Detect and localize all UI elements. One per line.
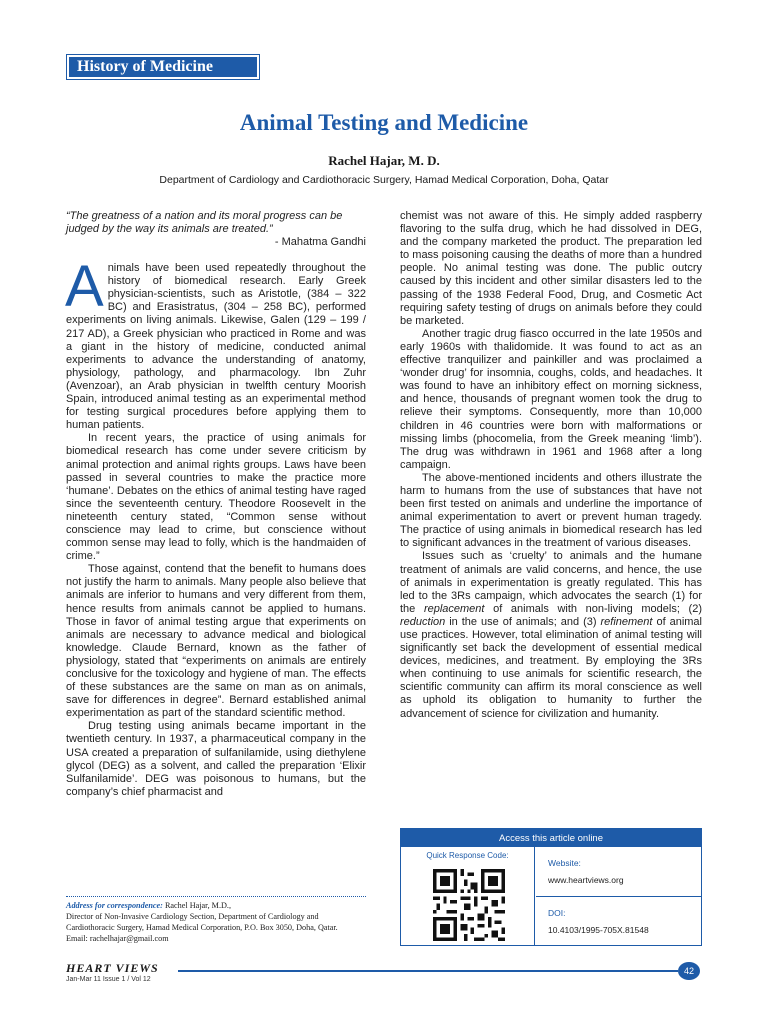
epigraph-attribution: - Mahatma Gandhi — [274, 236, 366, 248]
issue-info: Jan-Mar 11 Issue 1 / Vol 12 — [66, 976, 151, 983]
correspondence-line: Director of Non-Invasive Cardiology Section, Department of Cardiology and — [66, 912, 319, 921]
drop-cap: A — [65, 254, 104, 320]
epigraph-quote: “The greatness of a nation and its moral progress can be judged by the way its animals are treated.” — [66, 210, 343, 235]
left-column — [66, 210, 366, 799]
access-article-box — [400, 828, 702, 946]
journal-name: HEART VIEWS — [66, 961, 159, 975]
correspondence-name: Rachel Hajar, M.D., — [162, 901, 231, 910]
paragraph: chemist was not aware of this. He simply added raspberry flavoring to the sulfa drug, which he had dissolved in DEG, and the company marketed the product. The preparation led to mass poisoning causing the deaths of more than a hundred people. No animal testing was done. The public outcry caused by this incident and other similar disasters led to the passing of the 1938 Federal Food, Drug, and Cosmetic Act requiring safety testing of drugs on animals before they could be marketed. — [400, 210, 702, 327]
correspondence-line: Cardiothoracic Surgery, Hamad Medical Corporation, P.O. Box 3050, Doha, Qatar. — [66, 923, 338, 932]
paragraph: The above-mentioned incidents and others illustrate the harm to humans from the use of substances that have not been first tested on animals and underline the importance of animal experimentation to avert or prevent human tragedy. The practice of using animals in biomedical research has led to significant advances in the treatment of various diseases. — [400, 471, 702, 550]
doi-row — [536, 896, 702, 945]
doi-link[interactable]: 10.4103/1995-705X.81548 — [548, 925, 649, 935]
correspondence-email[interactable]: Email: rachelhajar@gmail.com — [66, 934, 169, 943]
right-column — [400, 210, 702, 721]
qr-code-icon[interactable] — [433, 869, 505, 941]
article-info — [536, 847, 702, 946]
website-link[interactable]: www.heartviews.org — [548, 875, 624, 885]
affiliation: Department of Cardiology and Cardiothoracic Surgery, Hamad Medical Corporation, Doha, Qatar — [159, 174, 609, 186]
paragraph: Drug testing using animals became important in the twentieth century. In 1937, a pharmaceutical company in the USA created a preparation of sulfanilamide, using diethylene glycol (DEG) as a solvent, and called the preparation ‘Elixir Sulfanilamide’. DEG was poisonous to humans, but the company’s chief pharmacist and — [66, 720, 366, 798]
section-tag — [66, 54, 260, 80]
page-number: 42 — [678, 962, 700, 980]
author-name: Rachel Hajar, M. D. — [328, 153, 440, 168]
access-box-header: Access this article online — [401, 829, 701, 847]
qr-label: Quick Response Code: — [426, 851, 509, 860]
footer-rule — [178, 970, 678, 972]
correspondence-label: Address for correspondence: — [66, 901, 163, 910]
intro-paragraph-wrap — [65, 254, 366, 432]
paragraph: Another tragic drug fiasco occurred in the late 1950s and early 1960s with thalidomide. It was found to act as an effective tranquilizer and painkiller and was proclaimed a ‘wonder drug’ for insomnia, coughs, colds, and headaches. It was found to have an inhibitory effect on morning sickness, and hence, thousands of pregnant women took the drug to relieve their symptoms. Consequently, more than 10,000 children in 46 countries were born with malformations or missing limbs (phocomelia, from the Greek meaning ‘limb’). The drug was withdrawn in 1961 and 1968 after a long campaign. — [400, 327, 702, 471]
qr-section — [401, 847, 535, 946]
paragraph-3rs: Issues such as ‘cruelty’ to animals and the humane treatment of animals are valid concerns, and hence, the use of animals in experimentation is greatly regulated. This has led to the 3Rs campaign, which advocates the search (1) for the replacement of animals with non-living models; (2) reduction in the use of animals; and (3) refinement of animal use practices. However, total elimination of animal testing will significantly set back the development of essential medical devices, medicines, and treatment. By employing the 3Rs when continuing to use animals for scientific research, the scientific community can affirm its moral conscience as well as uphold its obligation to humanity to further the advancement of science for civilization and humanity. — [400, 550, 702, 720]
paragraph: Those against, contend that the benefit to humans does not justify the harm to animals. Many people also believe that animals are inferior to humans and very different from them, hence results from animals cannot be applied to humans. Those in favor of animal testing argue that experiments on animals are necessary to advance medical and biological knowledge. Claude Bernard, known as the father of physiology, stated that “experiments on animals are entirely conclusive for the toxicology and hygiene of man. The effects of these substances are the same on man as on animals, save for differences in degree”. Bernard established animal experimentation as part of the standard scientific method. — [66, 563, 366, 720]
paragraph: In recent years, the practice of using animals for biomedical research has come under severe criticism by animal protection and animal rights groups. Laws have been passed in several countries to make the practice more ‘humane’. Debates on the ethics of animal testing have raged since the seventeenth century. Theodore Roosevelt in the nineteenth century stated, “Common sense without conscience may lead to crime, but conscience without common sense may lead to folly, which is the handmaiden of crime.” — [66, 432, 366, 563]
article-title: Animal Testing and Medicine — [239, 110, 529, 135]
correspondence-block — [66, 900, 366, 944]
website-label: Website: — [548, 858, 581, 868]
correspondence-divider — [66, 896, 366, 897]
doi-label: DOI: — [548, 908, 566, 918]
paragraph: nimals have been used repeatedly throughout the history of biomedical research. Early Greek physician-scientists, such as Aristotle, (384 – 322 BC) and Erasistratus, (304 – 258 BC), performed experiments on living animals. Likewise, Galen (129 – 199 / 217 AD), a Greek physician who practiced in Rome and was a giant in the history of medicine, conducted animal experiments to advance the understanding of anatomy, physiology, pathology, and pharmacology. Ibn Zuhr (Avenzoar), an Arab physician in twelfth century Moorish Spain, introduced animal testing as an experimental method for testing surgical procedures before applying them to human patients. — [66, 262, 366, 432]
website-row — [536, 847, 702, 896]
section-label: History of Medicine — [77, 58, 213, 75]
